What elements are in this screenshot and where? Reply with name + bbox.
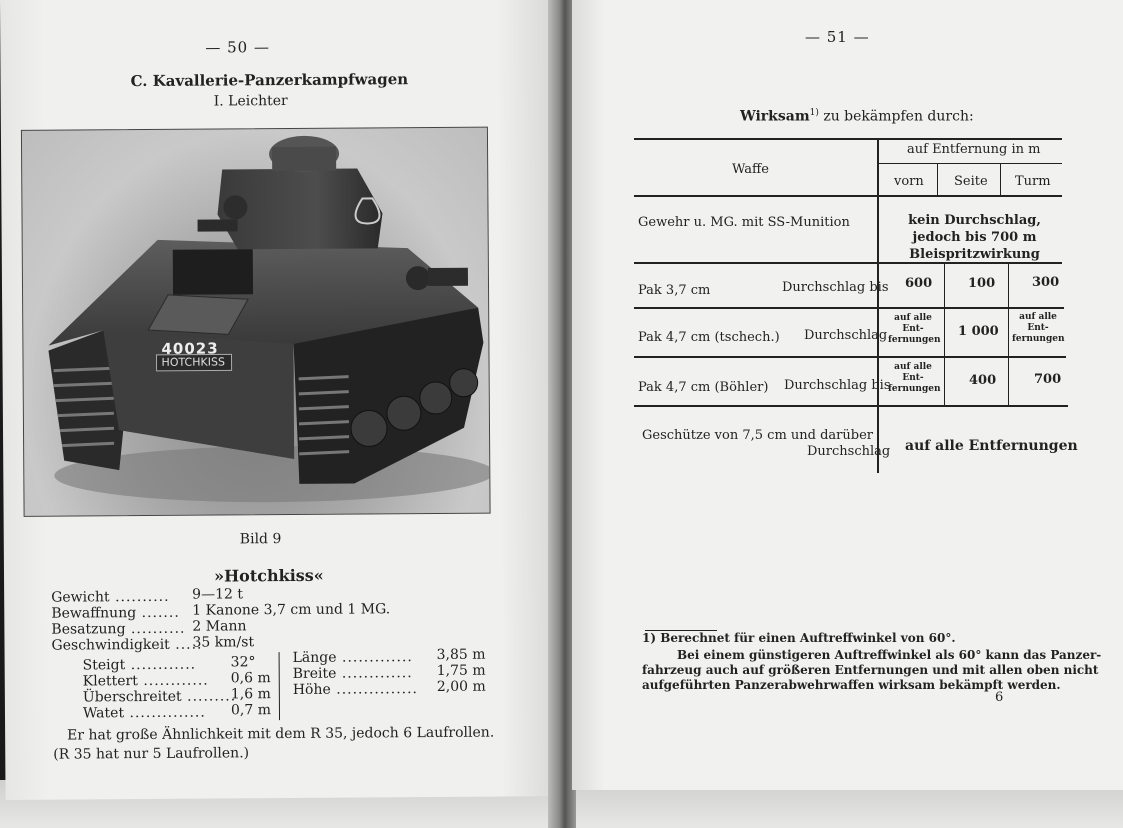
table-divider-main [877,138,879,473]
page-number-left: — 50 — [205,38,271,57]
col-vorn-header: vorn [894,174,924,189]
perf-value: 2,00 m [436,678,486,695]
row-merged-effect: auf alle Entfernungen [905,438,1078,454]
perf-label: Überschreitet [82,688,182,706]
table-divider [1000,163,1001,195]
perf-label: Steigt [82,657,126,674]
cell-turm: 700 [1034,372,1062,387]
row-effect: Durchschlag [804,328,888,343]
perf-label: Länge [292,649,337,666]
row-effect: Durchschlag [807,444,891,459]
table-divider [937,163,938,195]
perf-value: 1,6 m [230,686,271,703]
col-seite-header: Seite [954,174,988,189]
spec-value: 2 Mann [192,618,247,635]
footnote-1: 1) Berechnet für einen Auftreffwinkel von 60°. [642,631,956,645]
vehicle-name: »Hotchkiss« [213,565,324,586]
col-weapon-header: Waffe [732,162,769,177]
column-divider [279,652,280,720]
cell-seite: 400 [969,373,997,388]
row-merged-effect: kein Durchschlag, jedoch bis 700 m Bleispritzwirkung [908,213,1041,262]
footnote-3: fahrzeug auch auf größeren Entfernungen und mit allen oben nicht [642,663,1099,677]
perf-value: 0,6 m [230,670,271,687]
figure-caption: Bild 9 [239,531,282,548]
spec-row: Bewaffnung ....... [51,604,180,622]
perf-value: 0,7 m [230,702,272,719]
perf-value: 3,85 m [436,646,486,663]
footnote-4: aufgeführten Panzerabwehrwaffen wirksam bekämpft werden. [642,678,1061,692]
table-rule-header [634,195,1062,197]
cell-vorn: 600 [905,276,933,291]
perf-value: 1,75 m [436,662,486,679]
page-number-right: — 51 — [805,28,870,46]
cell-turm: 300 [1032,275,1060,290]
spec-row: Geschwindigkeit ..... [51,636,203,654]
row-effect: Durchschlag bis [784,378,891,393]
perf-label: Klettert [82,673,138,690]
perf-label: Watet [82,705,125,722]
note-line-2: (R 35 hat nur 5 Laufrollen.) [53,745,250,763]
hull-number: 40023 [161,339,219,358]
spec-row: Besatzung .......... [51,620,186,638]
signature-mark: 6 [995,690,1004,705]
row-weapon: Pak 4,7 cm (Böhler) [638,380,769,395]
perf-value: 32° [230,654,256,671]
cell-seite: 1 000 [958,324,999,339]
section-heading: C. Kavallerie-Panzerkampfwagen [130,70,409,91]
perf-label: Höhe [292,681,331,698]
cell-turm: auf alle Ent-fernungen [1012,312,1065,344]
tank-photo [21,127,491,517]
table-rule [634,356,1066,358]
table-title: Wirksam$^{1)}$ zu bekämpfen durch: [740,108,974,125]
footnote-2: Bei einem günstigeren Auftreffwinkel als 60° kann das Panzer- [677,648,1102,662]
table-divider [944,262,945,405]
row-weapon: Pak 3,7 cm [638,283,711,298]
cell-vorn: auf alle Ent-fernungen [888,362,941,394]
cell-vorn: auf alle Ent-fernungen [888,313,941,345]
row-effect: Durchschlag bis [782,280,889,295]
spec-value: 1 Kanone 3,7 cm und 1 MG. [192,601,391,619]
cell-seite: 100 [968,276,996,291]
table-rule [877,163,1062,164]
section-subheading: I. Leichter [213,92,288,110]
perf-label: Breite [292,665,337,682]
row-weapon: Geschütze von 7,5 cm und darüber [642,428,873,443]
spec-value: 9—12 t [192,586,244,603]
spec-row: Gewicht .......... [51,588,170,606]
table-rule-top [634,138,1062,140]
col-group-header: auf Entfernung in m [907,142,1041,157]
table-rule [634,307,1064,309]
row-weapon: Pak 4,7 cm (tschech.) [638,330,780,345]
col-turm-header: Turm [1015,174,1051,189]
right-page [572,0,1123,790]
note-line-1: Er hat große Ähnlichkeit mit dem R 35, jedoch 6 Laufrollen. [67,724,495,744]
tank-illustration [22,128,490,516]
row-weapon: Gewehr u. MG. mit SS-Munition [638,215,850,230]
spec-value: 35 km/st [192,634,255,651]
left-page: — 50 — C. Kavallerie-Panzerkampfwagen I. Leichter 40023 HOTCHKISS Bild 9 »Hotchkiss« Gewicht .......... 9—12 t Bewaffnung ....... 1 Kanone 3,7 cm und 1 MG. Besatzung .......... 2 Mann Geschwindigkeit ..... 35 km/st Steigt ............ 32° Klettert ............ 0,6 m Überschreitet ......... 1,6 m Watet .............. 0,7 m Länge ............. 3,85 m Breite ............. 1,75 m Höhe ............... 2,00 m Er hat große Ähnlichkeit mit dem R 35, jedoch 6 Laufrollen. (R 35 hat nur 5 Laufrollen.) [0,0,558,800]
nameplate: HOTCHKISS [161,355,225,369]
table-rule [634,405,1068,407]
table-divider [1008,262,1009,405]
